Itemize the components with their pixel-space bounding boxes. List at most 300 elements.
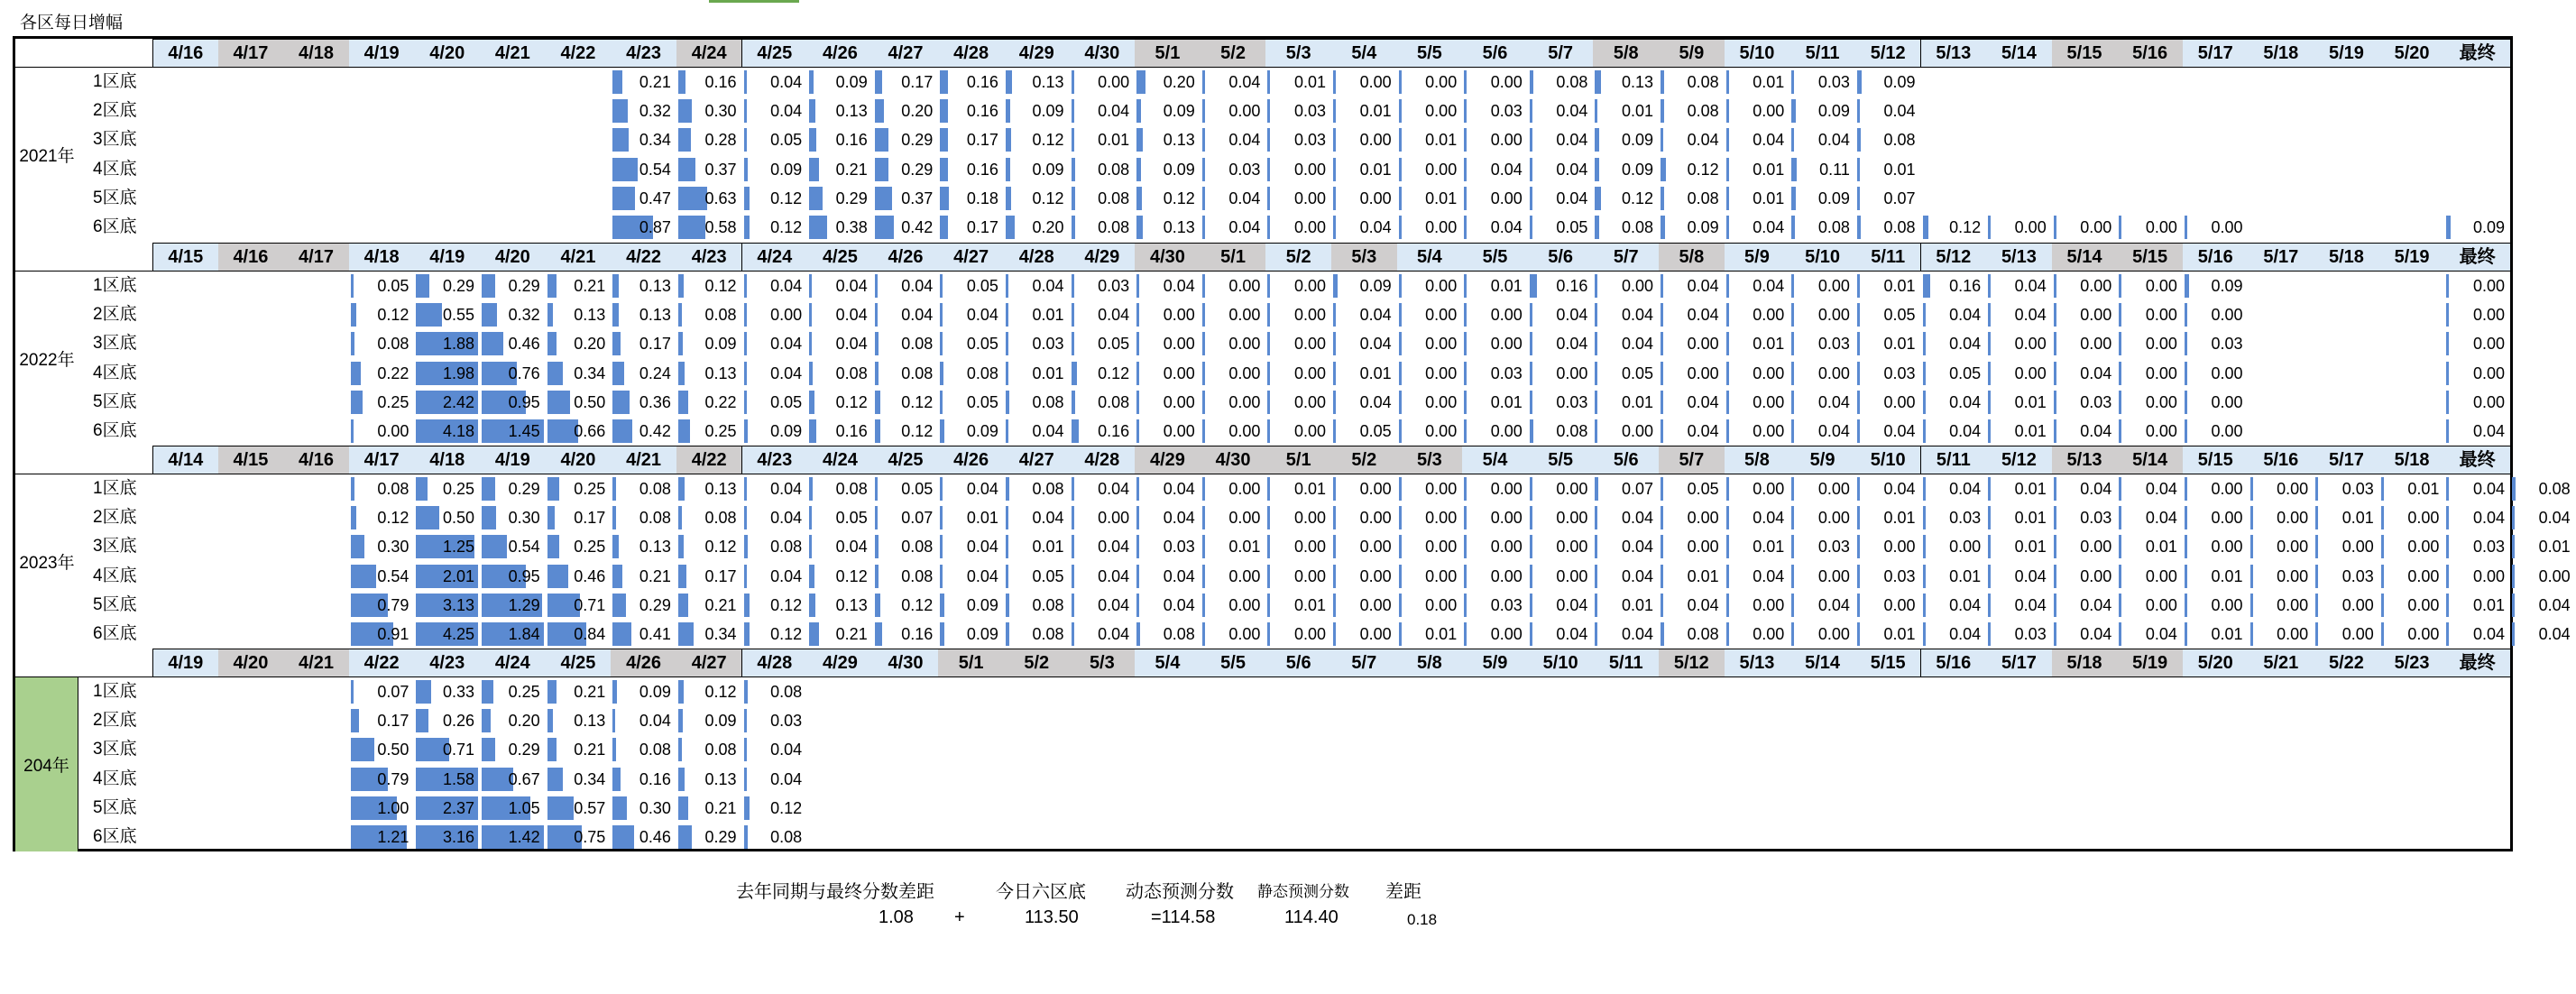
value-cell[interactable] <box>1070 329 1136 358</box>
value-cell[interactable] <box>1659 359 1725 388</box>
value-cell[interactable] <box>546 735 612 764</box>
value-cell[interactable] <box>742 272 808 300</box>
value-cell[interactable] <box>742 417 808 446</box>
value-cell[interactable] <box>807 562 873 591</box>
header-date[interactable]: 5/9 <box>1462 649 1529 677</box>
value-cell[interactable] <box>1201 272 1266 300</box>
value-cell[interactable] <box>1004 329 1070 358</box>
header-date[interactable]: 4/17 <box>283 243 350 272</box>
value-cell[interactable] <box>2249 620 2314 649</box>
value-cell[interactable] <box>742 823 808 851</box>
header-date[interactable]: 5/3 <box>1397 446 1464 474</box>
value-cell[interactable] <box>2314 620 2379 649</box>
header-date[interactable]: 4/16 <box>283 446 350 474</box>
value-cell[interactable] <box>2444 272 2510 300</box>
value-cell[interactable] <box>2444 213 2510 242</box>
value-cell[interactable] <box>1659 620 1725 649</box>
value-cell[interactable] <box>938 620 1004 649</box>
value-cell[interactable] <box>1331 562 1397 591</box>
value-cell[interactable] <box>1135 562 1201 591</box>
value-cell[interactable] <box>1201 620 1266 649</box>
value-cell[interactable] <box>2052 388 2118 417</box>
value-cell[interactable] <box>480 562 546 591</box>
value-cell[interactable] <box>1201 359 1266 388</box>
value-cell[interactable] <box>1265 125 1331 154</box>
header-date[interactable]: 4/29 <box>1004 39 1071 68</box>
value-cell[interactable] <box>2314 503 2379 532</box>
value-cell[interactable] <box>1462 300 1528 329</box>
value-cell[interactable] <box>1004 155 1070 184</box>
header-date[interactable]: 5/8 <box>1593 39 1660 68</box>
value-cell[interactable] <box>349 591 415 620</box>
value-cell[interactable] <box>873 68 939 97</box>
header-date[interactable]: 4/23 <box>676 243 743 272</box>
value-cell[interactable] <box>938 591 1004 620</box>
value-cell[interactable] <box>1135 417 1201 446</box>
value-cell[interactable] <box>414 794 480 823</box>
value-cell[interactable] <box>1528 474 1594 503</box>
value-cell[interactable] <box>1789 300 1855 329</box>
value-cell[interactable] <box>873 591 939 620</box>
value-cell[interactable] <box>2183 359 2249 388</box>
value-cell[interactable] <box>2183 474 2249 503</box>
value-cell[interactable] <box>2510 474 2576 503</box>
value-cell[interactable] <box>546 474 612 503</box>
value-cell[interactable] <box>742 213 808 242</box>
value-cell[interactable] <box>349 765 415 794</box>
value-cell[interactable] <box>1725 562 1790 591</box>
value-cell[interactable] <box>1789 562 1855 591</box>
value-cell[interactable] <box>1855 620 1921 649</box>
header-date[interactable]: 5/11 <box>1789 39 1856 68</box>
value-cell[interactable] <box>1135 474 1201 503</box>
value-cell[interactable] <box>414 417 480 446</box>
value-cell[interactable] <box>349 677 415 706</box>
value-cell[interactable] <box>1004 388 1070 417</box>
header-date[interactable]: 4/28 <box>1070 446 1136 474</box>
value-cell[interactable] <box>2444 620 2510 649</box>
value-cell[interactable] <box>611 388 676 417</box>
value-cell[interactable] <box>349 359 415 388</box>
value-cell[interactable] <box>1593 359 1659 388</box>
value-cell[interactable] <box>546 300 612 329</box>
value-cell[interactable] <box>480 706 546 735</box>
header-date[interactable]: 5/19 <box>2314 39 2380 68</box>
header-date[interactable]: 4/21 <box>546 243 612 272</box>
value-cell[interactable] <box>1070 417 1136 446</box>
value-cell[interactable] <box>1331 329 1397 358</box>
header-final[interactable]: 最终 <box>2444 649 2511 677</box>
value-cell[interactable] <box>2183 620 2249 649</box>
value-cell[interactable] <box>349 794 415 823</box>
header-date[interactable]: 5/2 <box>1331 446 1398 474</box>
value-cell[interactable] <box>2444 417 2510 446</box>
value-cell[interactable] <box>1789 97 1855 125</box>
value-cell[interactable] <box>2052 532 2118 561</box>
value-cell[interactable] <box>2052 417 2118 446</box>
value-cell[interactable] <box>676 823 742 851</box>
value-cell[interactable] <box>2510 562 2576 591</box>
value-cell[interactable] <box>1462 532 1528 561</box>
value-cell[interactable] <box>414 765 480 794</box>
value-cell[interactable] <box>480 417 546 446</box>
value-cell[interactable] <box>1725 329 1790 358</box>
header-date[interactable]: 4/19 <box>152 649 219 677</box>
value-cell[interactable] <box>414 300 480 329</box>
value-cell[interactable] <box>611 620 676 649</box>
value-cell[interactable] <box>1135 125 1201 154</box>
header-date[interactable]: 5/6 <box>1593 446 1660 474</box>
value-cell[interactable] <box>611 794 676 823</box>
header-final[interactable]: 最终 <box>2444 243 2511 272</box>
header-date[interactable]: 5/15 <box>2117 243 2184 272</box>
value-cell[interactable] <box>1986 272 2052 300</box>
value-cell[interactable] <box>1528 125 1594 154</box>
value-cell[interactable] <box>611 329 676 358</box>
district-label[interactable]: 4区底 <box>93 159 137 179</box>
value-cell[interactable] <box>349 735 415 764</box>
header-date[interactable]: 4/30 <box>1201 446 1267 474</box>
value-cell[interactable] <box>414 823 480 851</box>
header-date[interactable]: 4/21 <box>283 649 350 677</box>
value-cell[interactable] <box>676 329 742 358</box>
value-cell[interactable] <box>938 503 1004 532</box>
header-date[interactable]: 5/23 <box>2379 649 2446 677</box>
value-cell[interactable] <box>742 794 808 823</box>
value-cell[interactable] <box>1528 213 1594 242</box>
value-cell[interactable] <box>676 735 742 764</box>
value-cell[interactable] <box>2183 503 2249 532</box>
header-date[interactable]: 5/7 <box>1593 243 1660 272</box>
value-cell[interactable] <box>1725 300 1790 329</box>
value-cell[interactable] <box>1265 329 1331 358</box>
value-cell[interactable] <box>1789 474 1855 503</box>
header-date[interactable]: 5/14 <box>1789 649 1856 677</box>
header-date[interactable]: 4/28 <box>742 649 809 677</box>
header-date[interactable]: 5/19 <box>2117 649 2184 677</box>
value-cell[interactable] <box>676 68 742 97</box>
value-cell[interactable] <box>1331 68 1397 97</box>
header-date[interactable]: 4/23 <box>742 446 809 474</box>
value-cell[interactable] <box>1135 300 1201 329</box>
value-cell[interactable] <box>1331 300 1397 329</box>
header-date[interactable]: 4/30 <box>1135 243 1201 272</box>
header-date[interactable]: 4/24 <box>807 446 874 474</box>
value-cell[interactable] <box>2183 300 2249 329</box>
value-cell[interactable] <box>1986 532 2052 561</box>
header-date[interactable]: 5/13 <box>1921 39 1988 68</box>
value-cell[interactable] <box>1659 97 1725 125</box>
value-cell[interactable] <box>1135 68 1201 97</box>
value-cell[interactable] <box>480 272 546 300</box>
header-date[interactable]: 4/23 <box>414 649 481 677</box>
header-date[interactable]: 5/21 <box>2249 649 2315 677</box>
value-cell[interactable] <box>1593 213 1659 242</box>
value-cell[interactable] <box>2183 388 2249 417</box>
value-cell[interactable] <box>1659 213 1725 242</box>
value-cell[interactable] <box>676 706 742 735</box>
value-cell[interactable] <box>938 300 1004 329</box>
value-cell[interactable] <box>611 213 676 242</box>
value-cell[interactable] <box>938 125 1004 154</box>
value-cell[interactable] <box>873 388 939 417</box>
district-label[interactable]: 5区底 <box>93 188 137 207</box>
value-cell[interactable] <box>873 329 939 358</box>
header-date[interactable]: 5/17 <box>2183 39 2249 68</box>
value-cell[interactable] <box>546 272 612 300</box>
header-date[interactable]: 5/5 <box>1462 243 1529 272</box>
value-cell[interactable] <box>480 591 546 620</box>
value-cell[interactable] <box>938 97 1004 125</box>
value-cell[interactable] <box>546 503 612 532</box>
value-cell[interactable] <box>1593 272 1659 300</box>
value-cell[interactable] <box>2379 620 2445 649</box>
value-cell[interactable] <box>807 417 873 446</box>
value-cell[interactable] <box>414 474 480 503</box>
value-cell[interactable] <box>2052 359 2118 388</box>
district-label[interactable]: 4区底 <box>93 769 137 788</box>
value-cell[interactable] <box>1070 532 1136 561</box>
value-cell[interactable] <box>676 213 742 242</box>
value-cell[interactable] <box>611 591 676 620</box>
header-date[interactable]: 4/18 <box>349 243 416 272</box>
value-cell[interactable] <box>1397 474 1463 503</box>
district-label[interactable]: 6区底 <box>93 624 137 643</box>
value-cell[interactable] <box>676 503 742 532</box>
header-date[interactable]: 5/9 <box>1725 243 1791 272</box>
value-cell[interactable] <box>938 562 1004 591</box>
value-cell[interactable] <box>2510 503 2576 532</box>
header-date[interactable]: 4/25 <box>546 649 612 677</box>
value-cell[interactable] <box>742 503 808 532</box>
district-label[interactable]: 5区底 <box>93 797 137 817</box>
value-cell[interactable] <box>1789 213 1855 242</box>
value-cell[interactable] <box>1789 125 1855 154</box>
district-label[interactable]: 6区底 <box>93 827 137 846</box>
header-date[interactable]: 4/30 <box>873 649 940 677</box>
value-cell[interactable] <box>1659 125 1725 154</box>
value-cell[interactable] <box>1462 97 1528 125</box>
header-date[interactable]: 5/12 <box>1659 649 1725 677</box>
value-cell[interactable] <box>2117 417 2183 446</box>
value-cell[interactable] <box>742 300 808 329</box>
value-cell[interactable] <box>1397 155 1463 184</box>
value-cell[interactable] <box>1201 532 1266 561</box>
header-date[interactable]: 5/3 <box>1265 39 1332 68</box>
value-cell[interactable] <box>2444 474 2510 503</box>
value-cell[interactable] <box>2117 300 2183 329</box>
header-date[interactable]: 4/30 <box>1070 39 1136 68</box>
value-cell[interactable] <box>1855 272 1921 300</box>
value-cell[interactable] <box>1789 388 1855 417</box>
value-cell[interactable] <box>611 272 676 300</box>
value-cell[interactable] <box>1855 532 1921 561</box>
header-date[interactable]: 4/15 <box>152 243 219 272</box>
value-cell[interactable] <box>1528 503 1594 532</box>
value-cell[interactable] <box>873 532 939 561</box>
value-cell[interactable] <box>1528 329 1594 358</box>
value-cell[interactable] <box>2183 329 2249 358</box>
value-cell[interactable] <box>349 474 415 503</box>
value-cell[interactable] <box>1331 503 1397 532</box>
header-date[interactable]: 5/4 <box>1397 243 1464 272</box>
header-date[interactable]: 5/2 <box>1201 39 1267 68</box>
value-cell[interactable] <box>1331 417 1397 446</box>
header-date[interactable]: 5/5 <box>1528 446 1595 474</box>
header-date[interactable]: 4/26 <box>611 649 677 677</box>
header-date[interactable]: 5/17 <box>2249 243 2315 272</box>
value-cell[interactable] <box>2117 359 2183 388</box>
value-cell[interactable] <box>611 474 676 503</box>
value-cell[interactable] <box>1921 359 1987 388</box>
value-cell[interactable] <box>2183 532 2249 561</box>
header-date[interactable]: 5/18 <box>2249 39 2315 68</box>
value-cell[interactable] <box>1462 388 1528 417</box>
value-cell[interactable] <box>1789 184 1855 213</box>
value-cell[interactable] <box>1921 388 1987 417</box>
value-cell[interactable] <box>611 735 676 764</box>
value-cell[interactable] <box>480 329 546 358</box>
value-cell[interactable] <box>742 359 808 388</box>
value-cell[interactable] <box>676 677 742 706</box>
value-cell[interactable] <box>1921 300 1987 329</box>
header-date[interactable]: 5/15 <box>2183 446 2249 474</box>
header-date[interactable]: 4/22 <box>546 39 612 68</box>
value-cell[interactable] <box>1528 300 1594 329</box>
value-cell[interactable] <box>1789 272 1855 300</box>
value-cell[interactable] <box>611 97 676 125</box>
value-cell[interactable] <box>1397 532 1463 561</box>
value-cell[interactable] <box>1855 474 1921 503</box>
value-cell[interactable] <box>2052 329 2118 358</box>
value-cell[interactable] <box>349 272 415 300</box>
value-cell[interactable] <box>546 794 612 823</box>
value-cell[interactable] <box>1331 620 1397 649</box>
value-cell[interactable] <box>1855 68 1921 97</box>
header-date[interactable]: 5/11 <box>1921 446 1988 474</box>
value-cell[interactable] <box>1265 359 1331 388</box>
header-date[interactable]: 5/18 <box>2379 446 2446 474</box>
value-cell[interactable] <box>1004 620 1070 649</box>
district-label[interactable]: 5区底 <box>93 391 137 411</box>
value-cell[interactable] <box>1659 474 1725 503</box>
header-final[interactable]: 最终 <box>2444 39 2511 68</box>
value-cell[interactable] <box>1070 68 1136 97</box>
value-cell[interactable] <box>938 417 1004 446</box>
value-cell[interactable] <box>1921 474 1987 503</box>
value-cell[interactable] <box>2314 474 2379 503</box>
value-cell[interactable] <box>349 532 415 561</box>
header-date[interactable]: 5/13 <box>1725 649 1791 677</box>
value-cell[interactable] <box>1855 329 1921 358</box>
value-cell[interactable] <box>1265 417 1331 446</box>
value-cell[interactable] <box>1659 300 1725 329</box>
value-cell[interactable] <box>1397 620 1463 649</box>
value-cell[interactable] <box>480 677 546 706</box>
value-cell[interactable] <box>1659 562 1725 591</box>
value-cell[interactable] <box>742 125 808 154</box>
header-date[interactable]: 4/20 <box>414 39 481 68</box>
value-cell[interactable] <box>1004 213 1070 242</box>
district-label[interactable]: 6区底 <box>93 217 137 236</box>
value-cell[interactable] <box>349 329 415 358</box>
value-cell[interactable] <box>1201 155 1266 184</box>
value-cell[interactable] <box>938 213 1004 242</box>
value-cell[interactable] <box>1528 620 1594 649</box>
value-cell[interactable] <box>1135 503 1201 532</box>
value-cell[interactable] <box>676 591 742 620</box>
header-date[interactable]: 4/29 <box>1135 446 1201 474</box>
value-cell[interactable] <box>938 329 1004 358</box>
header-date[interactable]: 5/2 <box>1004 649 1071 677</box>
value-cell[interactable] <box>611 155 676 184</box>
value-cell[interactable] <box>1331 97 1397 125</box>
value-cell[interactable] <box>742 97 808 125</box>
value-cell[interactable] <box>414 359 480 388</box>
value-cell[interactable] <box>1789 503 1855 532</box>
value-cell[interactable] <box>611 503 676 532</box>
header-date[interactable]: 5/11 <box>1593 649 1660 677</box>
value-cell[interactable] <box>1004 97 1070 125</box>
value-cell[interactable] <box>611 184 676 213</box>
value-cell[interactable] <box>1593 97 1659 125</box>
value-cell[interactable] <box>1986 213 2052 242</box>
value-cell[interactable] <box>1265 300 1331 329</box>
value-cell[interactable] <box>1070 388 1136 417</box>
value-cell[interactable] <box>1201 474 1266 503</box>
value-cell[interactable] <box>873 125 939 154</box>
value-cell[interactable] <box>1070 97 1136 125</box>
value-cell[interactable] <box>2379 532 2445 561</box>
district-label[interactable]: 3区底 <box>93 130 137 150</box>
value-cell[interactable] <box>1986 562 2052 591</box>
header-date[interactable]: 5/17 <box>1986 649 2053 677</box>
value-cell[interactable] <box>1921 591 1987 620</box>
value-cell[interactable] <box>1593 68 1659 97</box>
value-cell[interactable] <box>1462 155 1528 184</box>
value-cell[interactable] <box>1201 97 1266 125</box>
value-cell[interactable] <box>1725 591 1790 620</box>
header-date[interactable]: 4/18 <box>283 39 350 68</box>
value-cell[interactable] <box>807 591 873 620</box>
value-cell[interactable] <box>1986 359 2052 388</box>
value-cell[interactable] <box>414 532 480 561</box>
value-cell[interactable] <box>1789 417 1855 446</box>
value-cell[interactable] <box>807 213 873 242</box>
value-cell[interactable] <box>742 388 808 417</box>
value-cell[interactable] <box>1789 359 1855 388</box>
header-date[interactable]: 4/27 <box>873 39 940 68</box>
header-date[interactable]: 5/17 <box>2314 446 2380 474</box>
value-cell[interactable] <box>2117 532 2183 561</box>
header-date[interactable]: 4/22 <box>676 446 743 474</box>
value-cell[interactable] <box>1135 272 1201 300</box>
value-cell[interactable] <box>1331 474 1397 503</box>
value-cell[interactable] <box>546 765 612 794</box>
header-date[interactable]: 5/6 <box>1462 39 1529 68</box>
value-cell[interactable] <box>1070 184 1136 213</box>
header-date[interactable]: 4/18 <box>414 446 481 474</box>
value-cell[interactable] <box>1397 503 1463 532</box>
value-cell[interactable] <box>2249 562 2314 591</box>
value-cell[interactable] <box>1201 184 1266 213</box>
value-cell[interactable] <box>2444 532 2510 561</box>
value-cell[interactable] <box>1265 503 1331 532</box>
value-cell[interactable] <box>1789 68 1855 97</box>
header-date[interactable]: 5/18 <box>2052 649 2119 677</box>
value-cell[interactable] <box>414 388 480 417</box>
value-cell[interactable] <box>1462 272 1528 300</box>
